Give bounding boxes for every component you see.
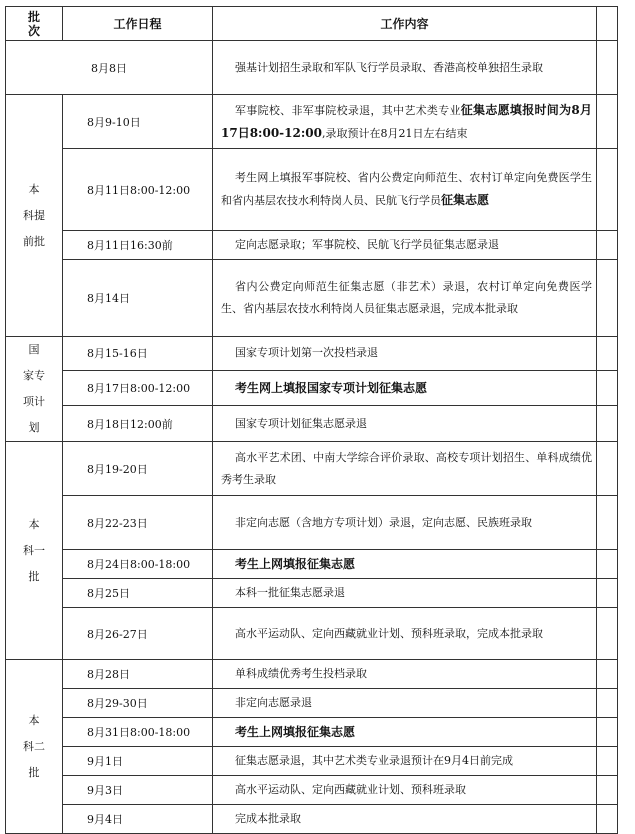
- date-cell: 8月31日8:00-18:00: [63, 718, 213, 747]
- blank-column-cell: [597, 718, 618, 747]
- table-header-row: [6, 7, 618, 41]
- date-cell: 8月11日8:00-12:00: [63, 149, 213, 231]
- blank-column-cell: [597, 579, 618, 608]
- content-cell: 军事院校、非军事院校录退，其中艺术类专业征集志愿填报时间为8月17日8:00-12:00,录取预计在8月21日左右结束: [213, 95, 597, 149]
- date-cell: 9月1日: [63, 747, 213, 776]
- date-cell: 8月15-16日: [63, 337, 213, 371]
- table-row: [6, 805, 618, 834]
- date-cell: 8月14日: [63, 260, 213, 337]
- content-cell: 强基计划招生录取和军队飞行学员录取、香港高校单独招生录取: [213, 41, 597, 95]
- blank-column-cell: [597, 337, 618, 371]
- table-row: [6, 95, 618, 149]
- blank-column-cell: [597, 370, 618, 406]
- blank-column-cell: [597, 149, 618, 231]
- blank-column-cell: [597, 747, 618, 776]
- blank-column-cell: [597, 41, 618, 95]
- blank-column-cell: [597, 7, 618, 41]
- table-row: [6, 718, 618, 747]
- table-row: [6, 608, 618, 660]
- table-row: [6, 231, 618, 260]
- table-row: [6, 689, 618, 718]
- table-row: [6, 41, 618, 95]
- date-cell: 8月28日: [63, 660, 213, 689]
- date-cell: 8月8日: [6, 41, 213, 95]
- date-cell: 9月3日: [63, 776, 213, 805]
- content-cell: 考生网上填报军事院校、省内公费定向师范生、农村订单定向免费医学生和省内基层农技水利特岗人员、民航飞行学员征集志愿: [213, 149, 597, 231]
- date-cell: 8月11日16:30前: [63, 231, 213, 260]
- content-cell: 国家专项计划第一次投档录退: [213, 337, 597, 371]
- content-cell: 考生上网填报征集志愿: [213, 718, 597, 747]
- blank-column-cell: [597, 496, 618, 550]
- table-row: [6, 496, 618, 550]
- blank-column-cell: [597, 231, 618, 260]
- content-cell: 本科一批征集志愿录退: [213, 579, 597, 608]
- blank-column-cell: [597, 95, 618, 149]
- date-cell: 9月4日: [63, 805, 213, 834]
- date-cell: 8月18日12:00前: [63, 406, 213, 442]
- content-cell: 单科成绩优秀考生投档录取: [213, 660, 597, 689]
- blank-column-cell: [597, 776, 618, 805]
- blank-column-cell: [597, 805, 618, 834]
- table-row: [6, 337, 618, 371]
- blank-column-cell: [597, 660, 618, 689]
- header-batch: 批 次: [6, 7, 63, 41]
- table-row: [6, 442, 618, 496]
- blank-column-cell: [597, 689, 618, 718]
- date-cell: 8月22-23日: [63, 496, 213, 550]
- date-cell: 8月29-30日: [63, 689, 213, 718]
- table-row: [6, 550, 618, 579]
- content-cell: 非定向志愿（含地方专项计划）录退，定向志愿、民族班录取: [213, 496, 597, 550]
- header-schedule: 工作日程: [63, 7, 213, 41]
- date-cell: 8月24日8:00-18:00: [63, 550, 213, 579]
- date-cell: 8月25日: [63, 579, 213, 608]
- admission-schedule-table: [5, 6, 618, 834]
- content-cell: 考生网上填报国家专项计划征集志愿: [213, 370, 597, 406]
- header-content: 工作内容: [213, 7, 597, 41]
- table-row: [6, 370, 618, 406]
- content-cell: 国家专项计划征集志愿录退: [213, 406, 597, 442]
- date-cell: 8月19-20日: [63, 442, 213, 496]
- blank-column-cell: [597, 442, 618, 496]
- content-cell: 定向志愿录取；军事院校、民航飞行学员征集志愿录退: [213, 231, 597, 260]
- date-cell: 8月9-10日: [63, 95, 213, 149]
- content-cell: 高水平运动队、定向西藏就业计划、预科班录取: [213, 776, 597, 805]
- blank-column-cell: [597, 550, 618, 579]
- content-cell: 考生上网填报征集志愿: [213, 550, 597, 579]
- content-cell: 高水平艺术团、中南大学综合评价录取、高校专项计划招生、单科成绩优秀考生录取: [213, 442, 597, 496]
- table-row: [6, 747, 618, 776]
- table-row: [6, 776, 618, 805]
- batch-national: 国 家专 项计 划: [6, 337, 63, 442]
- date-cell: 8月17日8:00-12:00: [63, 370, 213, 406]
- table-row: [6, 260, 618, 337]
- blank-column-cell: [597, 260, 618, 337]
- date-cell: 8月26-27日: [63, 608, 213, 660]
- batch-first: 本 科一 批: [6, 442, 63, 660]
- blank-column-cell: [597, 406, 618, 442]
- table-row: [6, 660, 618, 689]
- content-cell: 征集志愿录退，其中艺术类专业录退预计在9月4日前完成: [213, 747, 597, 776]
- batch-advance: 本 科提 前批: [6, 95, 63, 337]
- batch-second: 本 科二 批: [6, 660, 63, 834]
- content-cell: 完成本批录取: [213, 805, 597, 834]
- table-row: [6, 406, 618, 442]
- content-cell: 非定向志愿录退: [213, 689, 597, 718]
- blank-column-cell: [597, 608, 618, 660]
- content-cell: 省内公费定向师范生征集志愿（非艺术）录退，农村订单定向免费医学生、省内基层农技水利特岗人员征集志愿录退，完成本批录取: [213, 260, 597, 337]
- table-row: [6, 149, 618, 231]
- table-row: [6, 579, 618, 608]
- content-cell: 高水平运动队、定向西藏就业计划、预科班录取，完成本批录取: [213, 608, 597, 660]
